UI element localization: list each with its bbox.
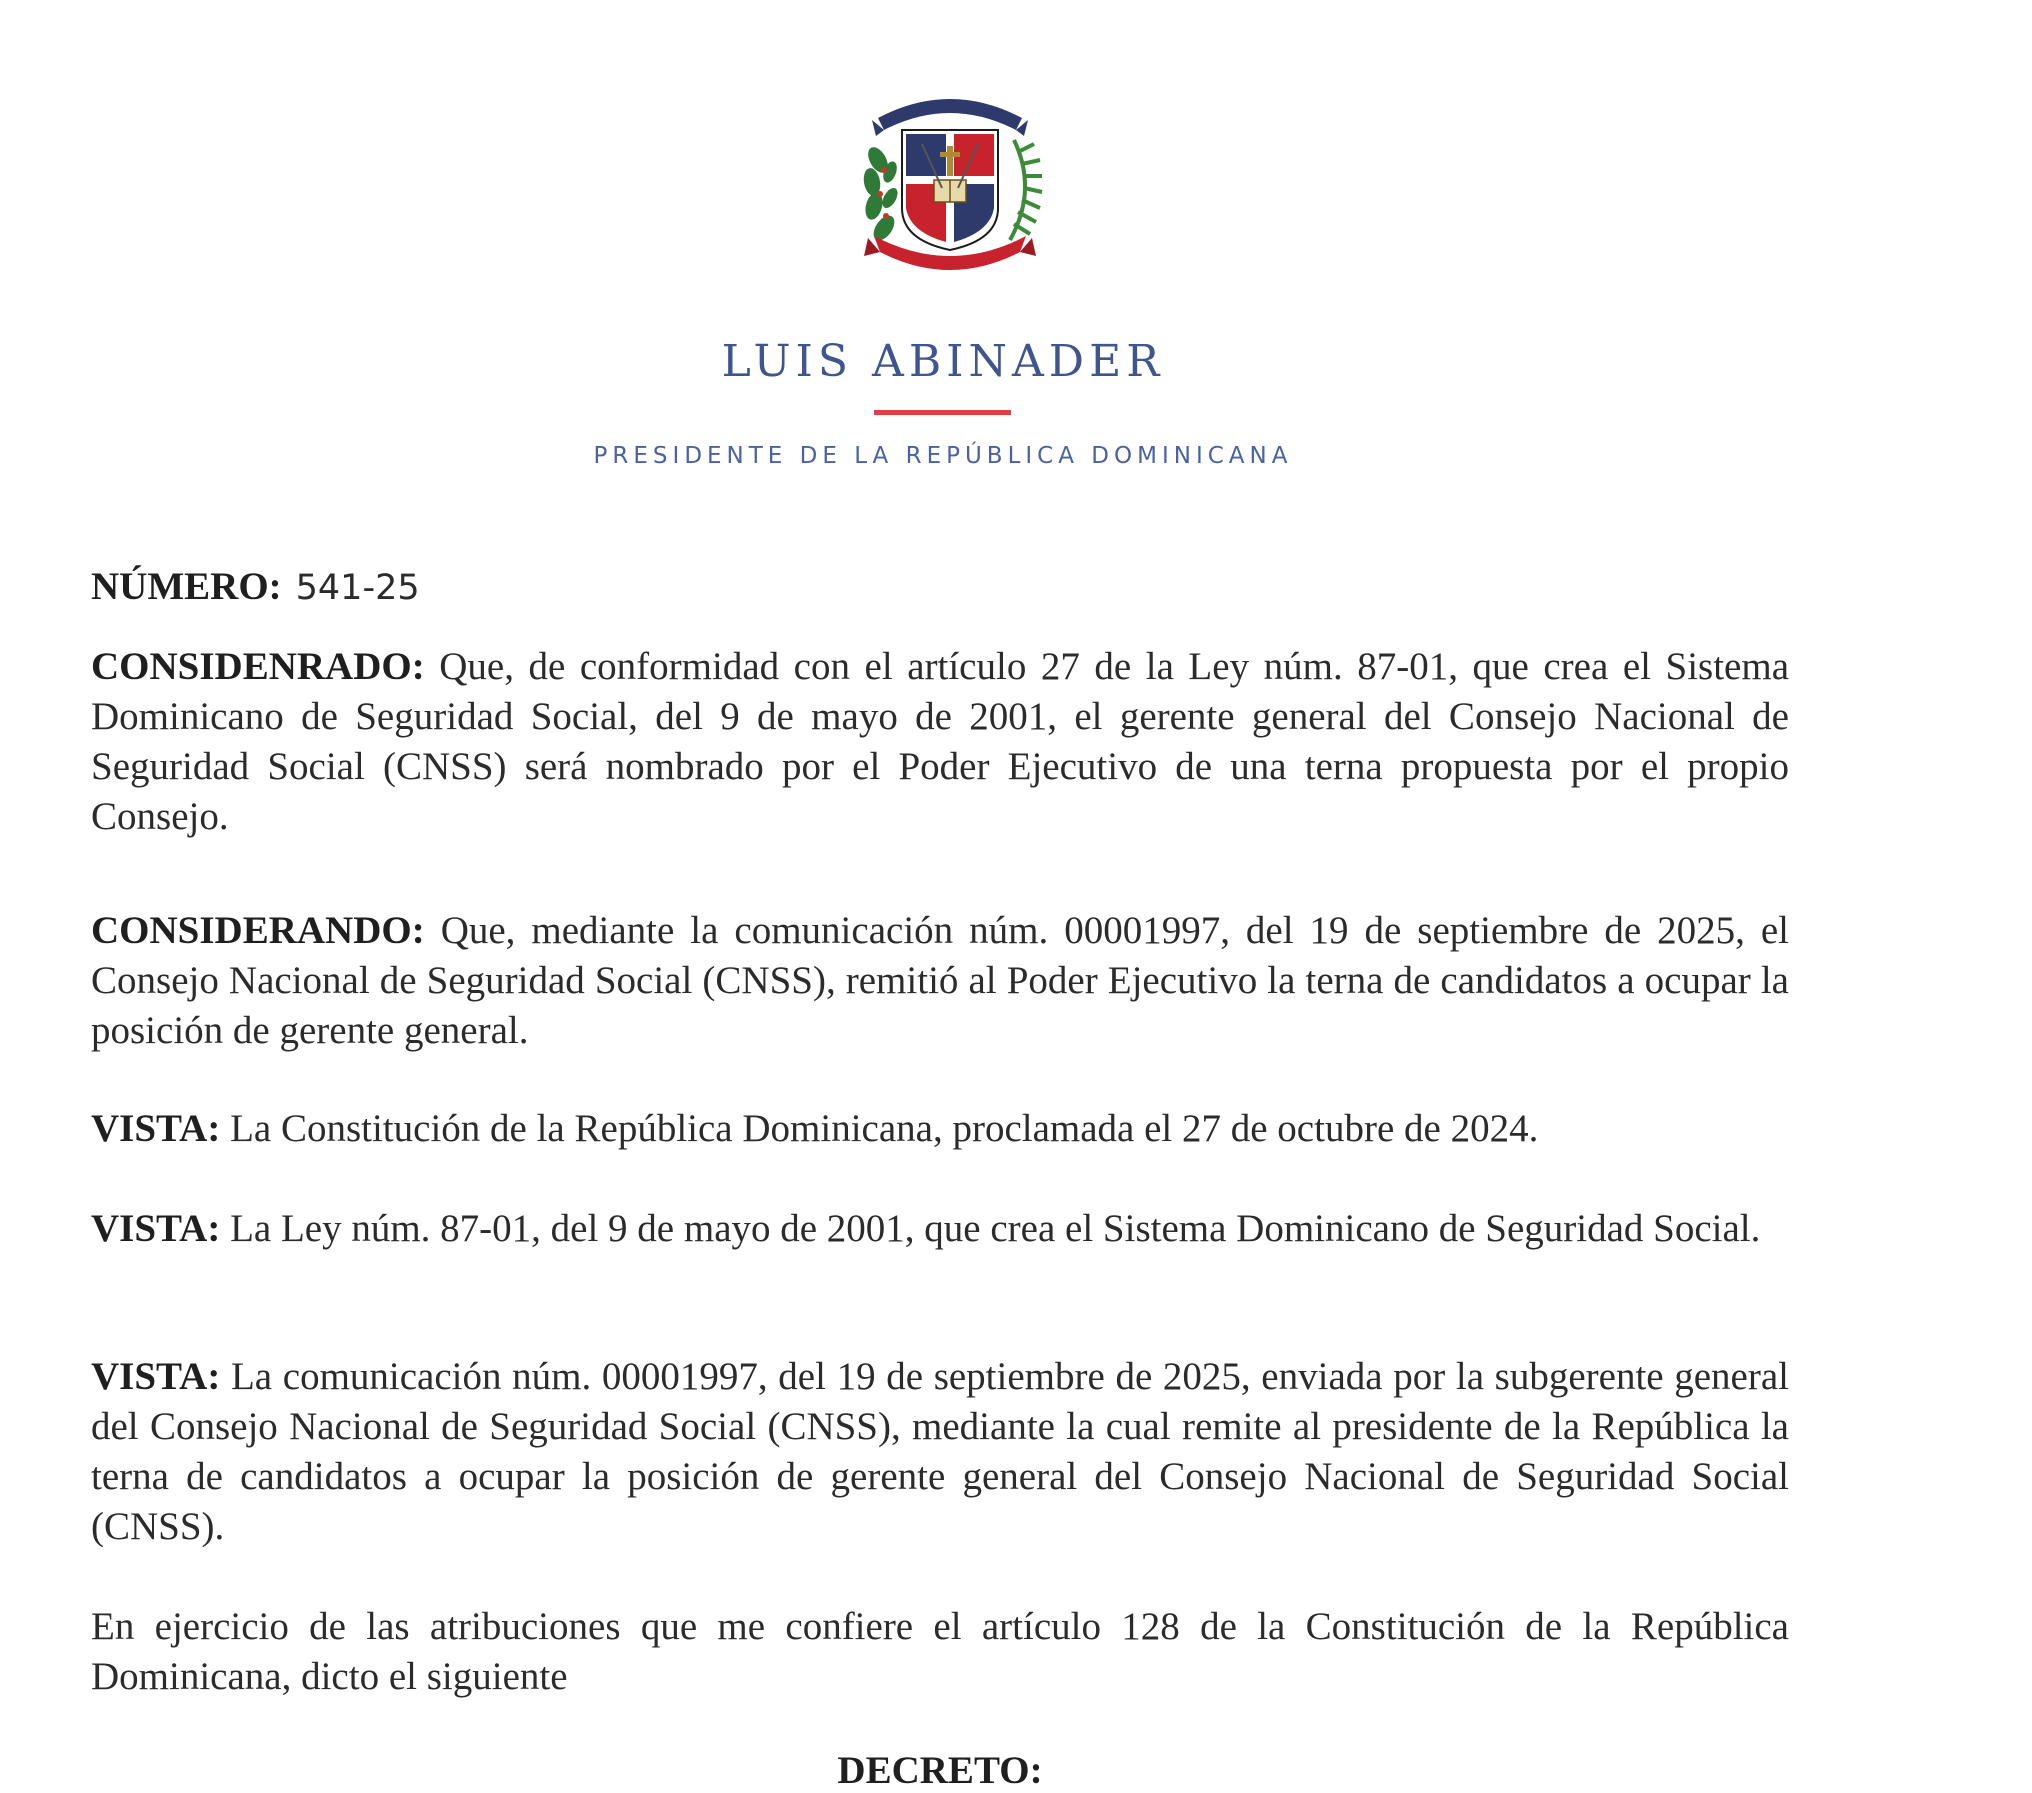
paragraph-text: La Ley núm. 87-01, del 9 de mayo de 2001, que crea el Sistema Dominicano de Seguridad Social. — [230, 1207, 1761, 1250]
dominican-coat-of-arms-icon — [850, 80, 1050, 280]
decree-number-value: 541-25 — [295, 568, 420, 608]
paragraph-heading: VISTA: — [91, 1355, 221, 1398]
paragraph-heading: CONSIDERANDO: — [91, 909, 425, 952]
paragraph-closing: En ejercicio de las atribuciones que me confiere el artículo 128 de la Constitución de la República Dominicana, dicto el siguiente — [91, 1605, 1789, 1698]
president-name: LUIS ABINADER — [721, 336, 1165, 387]
paragraph-text: La Constitución de la República Dominicana, proclamada el 27 de octubre de 2024. — [230, 1107, 1539, 1150]
decree-number-label: NÚMERO: — [91, 565, 282, 608]
paragraph-text: Que, de conformidad con el artículo 27 de la Ley núm. 87-01, que crea el Sistema Dominicano de Seguridad Social, del 9 de mayo de 2001, el gerente general del Consejo Nacional de Seguridad Social (CNSS) será nombrado por el Poder Ejecutivo de una terna propuesta por el propio Consejo. — [91, 645, 1789, 838]
paragraph-text: Que, mediante la comunicación núm. 00001997, del 19 de septiembre de 2025, el Consejo Nacional de Seguridad Social (CNSS), remitió al Poder Ejecutivo la terna de candidatos a ocupar la posición de gerente general. — [91, 909, 1790, 1052]
paragraph-vista-2 — [91, 1204, 1789, 1254]
decree-number — [91, 562, 420, 613]
paragraph-vista-3 — [91, 1352, 1789, 1552]
paragraph-heading: VISTA: — [91, 1107, 221, 1150]
decreto-heading: DECRETO: — [837, 1749, 1043, 1792]
paragraph-heading: CONSIDENRADO: — [91, 645, 425, 688]
paragraph-vista-1 — [91, 1104, 1789, 1154]
paragraph-text: La comunicación núm. 00001997, del 19 de septiembre de 2025, enviada por la subgerente general del Consejo Nacional de Seguridad Social (CNSS), mediante la cual remite al presidente de la República la terna de candidatos a ocupar la posición de gerente general del Consejo Nacional de Seguridad Social (CNSS). — [91, 1355, 1789, 1548]
president-title: PRESIDENTE DE LA REPÚBLICA DOMINICANA — [593, 443, 1293, 469]
paragraph-considerando-1 — [91, 642, 1789, 842]
header-divider — [874, 410, 1011, 415]
paragraph-considerando-2 — [91, 906, 1789, 1056]
paragraph-heading: VISTA: — [91, 1207, 221, 1250]
